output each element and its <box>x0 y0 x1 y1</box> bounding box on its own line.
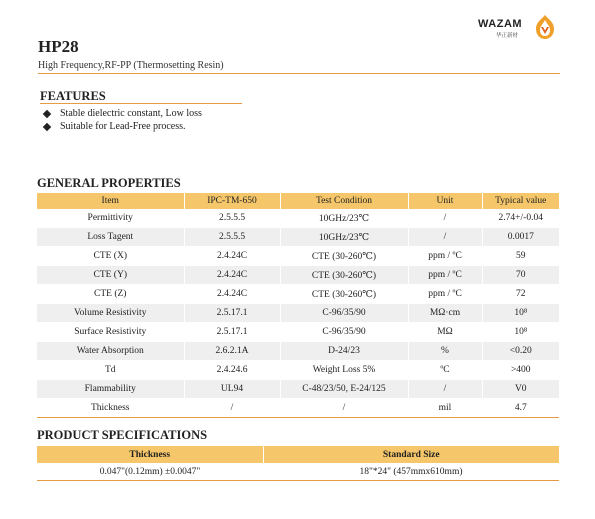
diamond-bullet-icon <box>43 109 51 117</box>
cell-test-condition: CTE (30-260℃) <box>280 266 408 285</box>
cell-typical-value: 10⁸ <box>482 304 559 323</box>
cell-item: Td <box>37 361 184 380</box>
cell-ipc: 2.6.2.1A <box>184 342 280 361</box>
table-row <box>37 285 559 304</box>
cell-ipc: 2.5.17.1 <box>184 304 280 323</box>
features-list <box>42 107 202 133</box>
cell-test-condition: C-96/35/90 <box>280 304 408 323</box>
col-header-thickness: Thickness <box>37 446 263 463</box>
col-header-item: Item <box>37 193 184 209</box>
cell-test-condition: C-48/23/50, E-24/125 <box>280 380 408 399</box>
cell-test-condition: 10GHz/23℃ <box>280 228 408 247</box>
cell-typical-value: 70 <box>482 266 559 285</box>
product-specifications-table <box>37 446 559 481</box>
table-header-row <box>37 193 559 209</box>
table-row <box>37 463 559 481</box>
cell-unit: / <box>408 228 482 247</box>
cell-ipc: 2.4.24C <box>184 285 280 304</box>
cell-standard-size: 18"*24" (457mmx610mm) <box>263 463 559 481</box>
cell-unit: ppm / ºC <box>408 285 482 304</box>
cell-unit: / <box>408 209 482 228</box>
cell-test-condition: CTE (30-260℃) <box>280 247 408 266</box>
cell-unit: ppm / ºC <box>408 266 482 285</box>
cell-unit: ºC <box>408 361 482 380</box>
col-header-test-condition: Test Condition <box>280 193 408 209</box>
features-heading: FEATURES <box>40 89 106 103</box>
cell-unit: / <box>408 380 482 399</box>
cell-ipc: 2.4.24.6 <box>184 361 280 380</box>
wazam-logo-icon <box>533 14 557 40</box>
feature-text: Suitable for Lead-Free process. <box>60 121 186 132</box>
cell-typical-value: 72 <box>482 285 559 304</box>
features-divider <box>40 103 242 104</box>
cell-unit: MΩ <box>408 323 482 342</box>
cell-test-condition: D-24/23 <box>280 342 408 361</box>
cell-typical-value: V0 <box>482 380 559 399</box>
cell-unit: ppm / ºC <box>408 247 482 266</box>
cell-unit: MΩ·cm <box>408 304 482 323</box>
cell-typical-value: 59 <box>482 247 559 266</box>
cell-ipc: / <box>184 399 280 418</box>
table-row <box>37 380 559 399</box>
cell-item: Permittivity <box>37 209 184 228</box>
table-row <box>37 304 559 323</box>
col-header-standard-size: Standard Size <box>263 446 559 463</box>
cell-ipc: 2.4.24C <box>184 266 280 285</box>
table-row <box>37 228 559 247</box>
feature-item <box>42 107 202 120</box>
feature-item <box>42 120 202 133</box>
product-subtitle: High Frequency,RF-PP (Thermosetting Resin) <box>38 60 224 71</box>
cell-item: Volume Resistivity <box>37 304 184 323</box>
cell-typical-value: 10⁸ <box>482 323 559 342</box>
cell-test-condition: C-96/35/90 <box>280 323 408 342</box>
cell-ipc: UL94 <box>184 380 280 399</box>
cell-ipc: 2.5.5.5 <box>184 209 280 228</box>
brand-logo <box>478 10 558 44</box>
table-row <box>37 399 559 418</box>
cell-test-condition: 10GHz/23℃ <box>280 209 408 228</box>
cell-item: CTE (Y) <box>37 266 184 285</box>
col-header-ipc: IPC-TM-650 <box>184 193 280 209</box>
cell-test-condition: / <box>280 399 408 418</box>
cell-item: Water Absorption <box>37 342 184 361</box>
table-row <box>37 323 559 342</box>
cell-item: Surface Resistivity <box>37 323 184 342</box>
cell-thickness: 0.047"(0.12mm) ±0.0047" <box>37 463 263 481</box>
table-row <box>37 266 559 285</box>
product-title: HP28 <box>38 37 79 56</box>
cell-test-condition: CTE (30-260℃) <box>280 285 408 304</box>
cell-typical-value: >400 <box>482 361 559 380</box>
cell-unit: mil <box>408 399 482 418</box>
cell-ipc: 2.5.5.5 <box>184 228 280 247</box>
cell-typical-value: 0.0017 <box>482 228 559 247</box>
col-header-unit: Unit <box>408 193 482 209</box>
col-header-typical-value: Typical value <box>482 193 559 209</box>
cell-ipc: 2.5.17.1 <box>184 323 280 342</box>
cell-item: Flammability <box>37 380 184 399</box>
cell-ipc: 2.4.24C <box>184 247 280 266</box>
general-properties-heading: GENERAL PROPERTIES <box>37 176 181 190</box>
cell-item: Loss Tagent <box>37 228 184 247</box>
table-row <box>37 342 559 361</box>
cell-typical-value: <0.20 <box>482 342 559 361</box>
cell-typical-value: 4.7 <box>482 399 559 418</box>
table-row <box>37 209 559 228</box>
cell-unit: % <box>408 342 482 361</box>
feature-text: Stable dielectric constant, Low loss <box>60 108 202 119</box>
title-divider <box>38 73 560 74</box>
cell-item: CTE (Z) <box>37 285 184 304</box>
table-row <box>37 361 559 380</box>
cell-test-condition: Weight Loss 5% <box>280 361 408 380</box>
table-header-row <box>37 446 559 463</box>
product-specifications-heading: PRODUCT SPECIFICATIONS <box>37 428 208 442</box>
cell-typical-value: 2.74+/-0.04 <box>482 209 559 228</box>
brand-subname: 华正新材 <box>496 33 519 39</box>
table-row <box>37 247 559 266</box>
diamond-bullet-icon <box>43 122 51 130</box>
cell-item: CTE (X) <box>37 247 184 266</box>
brand-name: WAZAM <box>478 18 523 30</box>
cell-item: Thickness <box>37 399 184 418</box>
general-properties-table <box>37 193 559 418</box>
